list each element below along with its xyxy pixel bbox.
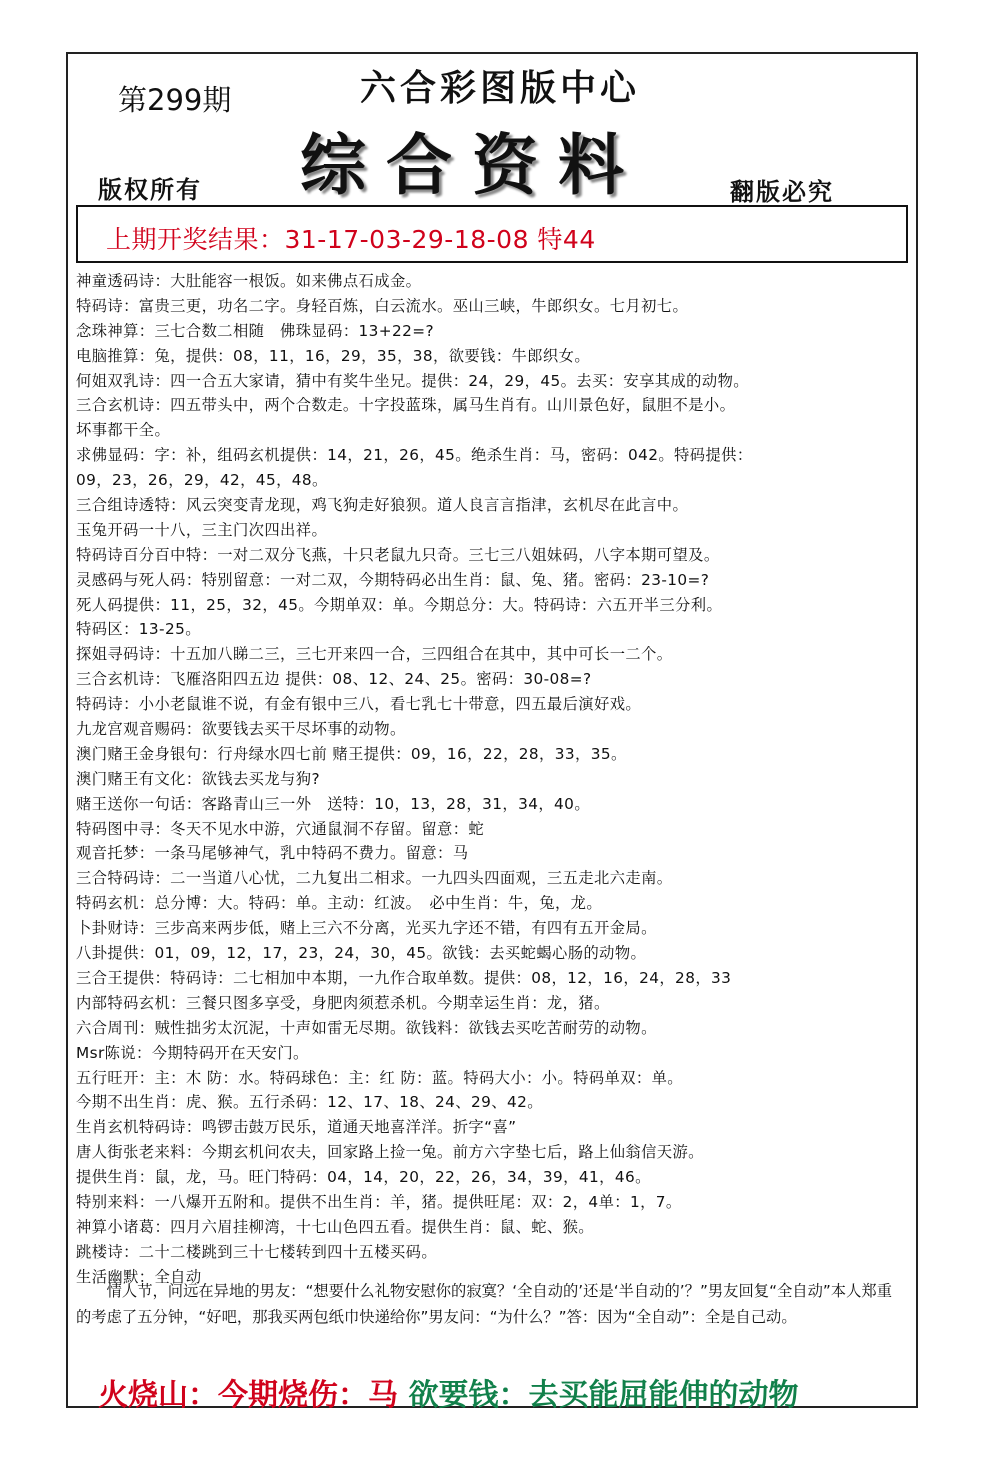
- info-line: 跳楼诗：二十二楼跳到三十七楼转到四十五楼买码。: [76, 1242, 438, 1261]
- info-line: 九龙宫观音赐码：欲要钱去买干尽坏事的动物。: [76, 720, 406, 739]
- info-line: 六合周刊：贼性拙劣太沉泥，十声如雷无尽期。欲钱料：欲钱去买吃苦耐劳的动物。: [76, 1018, 657, 1037]
- info-line: 求佛显码：字：补，组码玄机提供：14，21，26，45。绝杀生肖：马，密码：042。特码提供：: [76, 446, 753, 465]
- info-line: 特码诗：富贵三更，功名二字。身轻百炼，白云流水。巫山三峡，牛郎织女。七月初七。: [76, 296, 689, 315]
- footer-money: 欲要钱：去买能屈能伸的动物: [408, 1378, 799, 1413]
- info-line: 特码诗：小小老鼠谁不说，有金有银中三八，看七乳七十带意，四五最后演好戏。: [76, 695, 642, 714]
- info-line: 三合王提供：特码诗：二七相加中本期，一九作合取单数。提供：08，12，16，24，28，33: [76, 968, 732, 987]
- info-line: 电脑推算：兔，提供：08，11，16，29，35，38，欲要钱：牛郎织女。: [76, 346, 591, 365]
- humor-story-text: 情人节，问远在异地的男友：“想要什么礼物安慰你的寂寞？‘全自动的’还是‘半自动的’？”男友回复“全自动”本人郑重的考虑了五分钟，“好吧，那我买两包纸巾快递给你”男友问：“为什么？”答：因为“全自动”：全是自己动。: [76, 1282, 892, 1326]
- info-line: 特码诗百分百中特：一对二双分飞燕，十只老鼠九只奇。三七三八姐妹码，八字本期可望及。: [76, 545, 720, 564]
- info-line: 三合玄机诗：四五带头中，两个合数走。十字投蓝珠，属马生肖有。山川景色好，鼠胆不是小。: [76, 396, 736, 415]
- info-line: 五行旺开：主：木 防：水。特码球色：主：红 防：蓝。特码大小：小。特码单双：单。: [76, 1068, 684, 1087]
- info-line: 澳门赌王有文化：欲钱去买龙与狗?: [76, 769, 320, 788]
- info-line: 提供生肖：鼠，龙，马。旺门特码：04，14，20，22，26，34，39，41，46。: [76, 1168, 651, 1187]
- info-line: 玉兔开码一十八，三主门次四出祥。: [76, 520, 328, 539]
- info-line: 赌王送你一句话：客路青山三一外 送特：10，13，28，31，34，40。: [76, 794, 591, 813]
- info-line: 唐人街张老来料：今期玄机问农夫，回家路上捡一兔。前方六字垫七后，路上仙翁信天游。: [76, 1143, 704, 1162]
- info-line: 三合特码诗：二一当道八心忧，二九复出二相求。一九四头四面观，三五走北六走南。: [76, 869, 673, 888]
- info-line: 死人码提供：11，25，32，45。今期单双：单。今期总分：大。特码诗：六五开半三分利。: [76, 595, 723, 614]
- info-line: 念珠神算：三七合数二相随 佛珠显码：13+22=?: [76, 321, 435, 340]
- last-draw-result: 上期开奖结果：31-17-03-29-18-08 特44: [106, 225, 596, 254]
- info-line: 神算小诸葛：四月六眉挂柳湾，十七山色四五看。提供生肖：鼠、蛇、猴。: [76, 1217, 594, 1236]
- info-line: 八卦提供：01，09，12，17，23，24，30，45。欲钱：去买蛇蝎心肠的动物。: [76, 944, 647, 963]
- info-line: 坏事都干全。: [76, 421, 171, 440]
- info-line: 内部特码玄机：三餐只图多享受，身肥肉须惹杀机。今期幸运生肖：龙，猪。: [76, 993, 610, 1012]
- info-line: 神童透码诗：大肚能容一根饭。如来佛点石成金。: [76, 272, 422, 290]
- info-line: 生活幽默：全自动: [76, 1267, 202, 1286]
- issue-number: 第299期: [118, 83, 232, 117]
- footer-burn: 火烧山：今期烧伤：马: [98, 1378, 398, 1413]
- info-lines: [76, 269, 908, 1290]
- info-line: 探姐寻码诗：十五加八睇二三，三七开来四一合，三四组合在其中，其中可长一二个。: [76, 645, 673, 664]
- info-line: 09，23，26，29，42，45，48。: [76, 471, 328, 490]
- center-title: 六合彩图版中心: [360, 68, 641, 109]
- copyright-left: 版权所有: [98, 176, 202, 204]
- info-line: 灵感码与死人码：特别留意：一对二双，今期特码必出生肖：鼠、兔、猪。密码：23-10=?: [76, 570, 710, 589]
- info-line: 生肖玄机特码诗：鸣锣击鼓万民乐，道通天地喜洋洋。折字“喜”: [76, 1118, 517, 1137]
- humor-story: [76, 1278, 900, 1330]
- copyright-right: 翻版必究: [730, 178, 834, 206]
- footer-banner: [98, 1370, 798, 1414]
- info-line: 卜卦财诗：三步高来两步低，赌上三六不分离，光买九字还不错，有四有五开金局。: [76, 919, 657, 938]
- info-line: 澳门赌王金身银句：行舟绿水四七前 赌王提供：09，16，22，28，33，35。: [76, 744, 627, 763]
- main-title: 综合资料: [300, 127, 644, 204]
- info-line: 特码图中寻：冬天不见水中游，穴通鼠洞不存留。留意：蛇: [76, 819, 485, 838]
- info-line: 三合玄机诗：飞雁洛阳四五边 提供：08、12、24、25。密码：30-08=?: [76, 670, 592, 689]
- info-line: 特码区：13-25。: [76, 620, 201, 639]
- info-line: 今期不出生肖：虎、猴。五行杀码：12、17、18、24、29、42。: [76, 1093, 543, 1112]
- info-line: 三合组诗透特：风云突变青龙现，鸡飞狗走好狼狈。道人良言言指津，玄机尽在此言中。: [76, 496, 689, 515]
- info-line: 观音托梦：一条马尾够神气，乳中特码不费力。留意：马: [76, 844, 469, 863]
- info-line: Msr陈说：今期特码开在天安门。: [76, 1043, 309, 1062]
- info-line: 何姐双乳诗：四一合五大家请，猜中有奖牛坐兄。提供：24，29，45。去买：安享其成的动物。: [76, 371, 749, 390]
- info-line: 特别来料：一八爆开五附和。提供不出生肖：羊，猪。提供旺尾：双：2，4单：1，7。: [76, 1192, 682, 1211]
- info-line: 特码玄机：总分博：大。特码：单。主动：红波。 必中生肖：牛，兔，龙。: [76, 894, 603, 913]
